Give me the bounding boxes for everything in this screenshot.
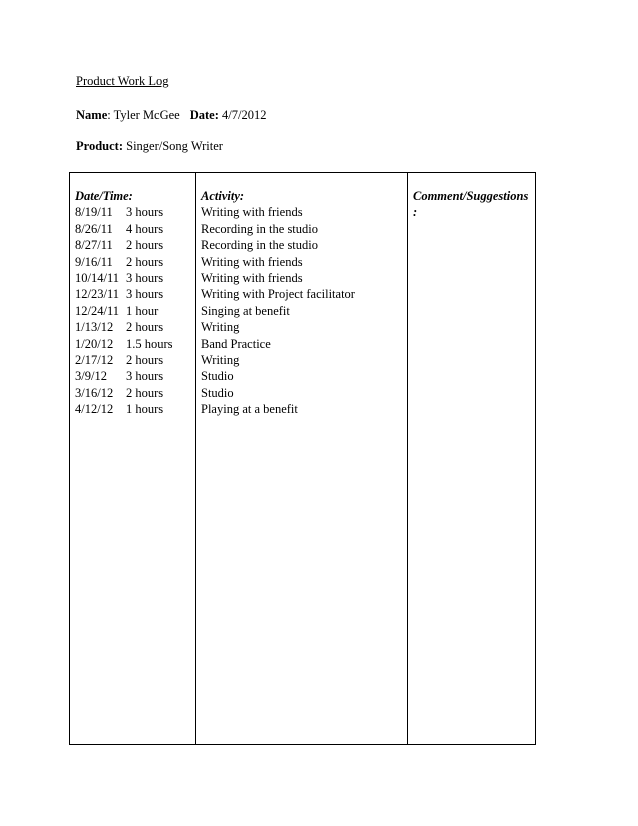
date-time-entry	[75, 401, 190, 417]
entry-date: 12/23/11	[75, 287, 119, 302]
date-time-entry	[75, 368, 190, 384]
entry-date: 10/14/11	[75, 271, 119, 286]
activity-column	[196, 173, 408, 745]
activity-entry: Playing at a benefit	[201, 402, 298, 417]
date-time-column	[70, 173, 196, 745]
entry-hours: 3 hours	[126, 287, 164, 302]
date-value: 4/7/2012	[218, 108, 267, 122]
date-time-entry	[75, 204, 190, 220]
activity-entry: Writing	[201, 320, 240, 335]
entry-hours: 2 hours	[126, 353, 164, 368]
entry-hours: 1 hours	[126, 402, 164, 417]
name-value: : Tyler McGee	[107, 108, 180, 122]
entry-date: 1/13/12	[75, 320, 114, 335]
product-label: Product:	[76, 139, 123, 153]
comments-header: Comment/Suggestions	[413, 189, 529, 203]
entry-date: 4/12/12	[75, 402, 114, 417]
activity-entry: Studio	[201, 385, 234, 400]
entry-hours: 1.5 hours	[126, 336, 173, 351]
date-time-entry	[75, 221, 190, 237]
activity-list	[201, 204, 402, 417]
activity-entry: Writing with friends	[201, 271, 303, 286]
date-time-entry	[75, 385, 190, 401]
date-time-list	[75, 204, 190, 417]
activity-entry: Writing with Project facilitator	[201, 287, 355, 302]
date-label: Date:	[189, 108, 219, 122]
date-time-entry	[75, 303, 190, 319]
product-line	[76, 139, 223, 154]
date-time-entry	[75, 319, 190, 335]
entry-hours: 2 hours	[126, 385, 164, 400]
activity-entry: Singing at benefit	[201, 303, 290, 318]
entry-hours: 3 hours	[126, 205, 164, 220]
activity-entry: Writing with friends	[201, 205, 303, 220]
entry-hours: 2 hours	[126, 254, 164, 269]
entry-date: 8/19/11	[75, 205, 113, 220]
entry-hours: 2 hours	[126, 238, 164, 253]
date-time-entry	[75, 352, 190, 368]
entry-hours: 3 hours	[126, 271, 164, 286]
name-date-line	[76, 108, 266, 123]
activity-entry: Recording in the studio	[201, 221, 318, 236]
entry-date: 3/9/12	[75, 369, 107, 384]
work-log-table	[69, 172, 536, 745]
entry-date: 3/16/12	[75, 385, 114, 400]
comments-column	[408, 173, 536, 745]
entry-hours: 3 hours	[126, 369, 164, 384]
entry-hours: 2 hours	[126, 320, 164, 335]
date-time-entry	[75, 336, 190, 352]
date-time-header: Date/Time:	[75, 189, 133, 203]
entry-hours: 4 hours	[126, 221, 164, 236]
activity-entry: Studio	[201, 369, 234, 384]
date-time-entry	[75, 254, 190, 270]
date-time-entry	[75, 286, 190, 302]
entry-hours: 1 hour	[126, 303, 159, 318]
entry-date: 1/20/12	[75, 336, 114, 351]
entry-date: 9/16/11	[75, 254, 113, 269]
product-value: Singer/Song Writer	[123, 139, 223, 153]
entry-date: 2/17/12	[75, 353, 114, 368]
date-time-entry	[75, 237, 190, 253]
date-time-entry	[75, 270, 190, 286]
comments-header-wrap: :	[413, 205, 418, 220]
activity-entry: Writing	[201, 353, 240, 368]
entry-date: 8/26/11	[75, 221, 113, 236]
page-title: Product Work Log	[76, 74, 169, 88]
table-row	[70, 173, 536, 745]
name-label: Name	[76, 108, 108, 122]
entry-date: 12/24/11	[75, 303, 119, 318]
activity-entry: Writing with friends	[201, 254, 303, 269]
activity-header: Activity:	[201, 189, 245, 203]
entry-date: 8/27/11	[75, 238, 113, 253]
activity-entry: Band Practice	[201, 336, 271, 351]
activity-entry: Recording in the studio	[201, 238, 318, 253]
